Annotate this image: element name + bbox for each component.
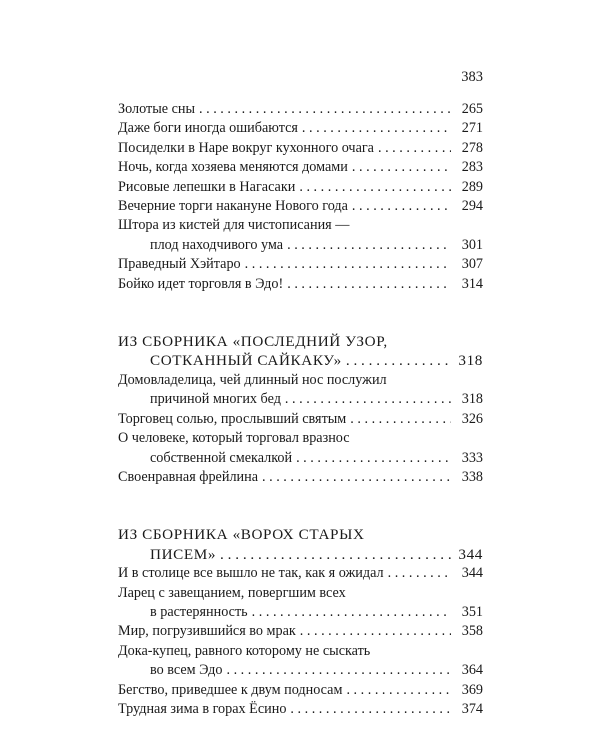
toc-entry[interactable] [118,255,483,274]
section-heading-title-text: ИЗ СБОРНИКА «ВОРОХ СТАРЫХ [118,526,365,544]
toc-entry-page-number: 358 [461,623,483,640]
toc-entry-line [118,139,483,158]
toc-entry-title-text: Бойко идет торговля в Эдо! [118,275,284,292]
dot-leader [287,236,451,255]
toc-entry-page-number: 333 [461,449,483,466]
toc-entry-title-text: во всем Эдо [150,662,223,679]
toc-entry-page-number: 369 [461,681,483,698]
toc-entry-page-number: 278 [461,139,483,156]
toc-entry-title-text: Трудная зима в горах Ёсино [118,700,287,717]
toc-entry[interactable] [118,642,483,681]
toc-entry-title-text: Праведный Хэйтаро [118,256,241,273]
toc-entry[interactable] [118,197,483,216]
toc-entry-page-number: 344 [461,565,483,582]
dot-leader [346,351,451,370]
toc-entry-line [118,255,483,274]
toc-entry-line [118,119,483,138]
toc-entry-title-text: О человеке, который торговал вразнос [118,430,350,447]
toc-entry[interactable] [118,275,483,294]
dot-leader [290,700,451,719]
section-gap [118,294,483,312]
section-heading-page-number: 344 [458,545,483,563]
dot-leader [302,119,451,138]
toc-entry-line [118,275,483,294]
toc-entry-line [118,681,483,700]
section-gap [118,487,483,505]
toc-entry-line [118,642,483,661]
toc-entry-line [118,158,483,177]
toc-entry-line [118,390,483,409]
toc-entry[interactable] [118,100,483,119]
toc-entry[interactable] [118,178,483,197]
toc-entry-page-number: 364 [461,662,483,679]
toc-entry-page-number: 289 [461,178,483,195]
toc-entry-page-number: 283 [461,159,483,176]
section-heading[interactable] [118,332,483,371]
toc-entry-line [118,429,483,448]
toc-entry-title-text: плод находчивого ума [150,236,284,253]
dot-leader [220,545,451,564]
toc-section [118,100,483,312]
section-heading-line [118,545,483,564]
toc-entry-title-text: Своенравная фрейлина [118,468,259,485]
toc-entry-line [118,449,483,468]
dot-leader [352,158,451,177]
toc-entry-line [118,410,483,429]
dot-leader [262,468,451,487]
toc-entry-title-text: Золотые сны [118,101,195,117]
toc-entry[interactable] [118,564,483,583]
toc-section [118,332,483,505]
toc-entry[interactable] [118,139,483,158]
toc-entry-line [118,661,483,680]
toc-entry-line [118,468,483,487]
toc-entry[interactable] [118,410,483,429]
toc-entry-line [118,236,483,255]
toc-entry-title-text: Ночь, когда хозяева меняются домами [118,159,348,176]
section-heading-title-text: СОТКАННЫЙ САЙКАКУ» [150,352,342,370]
toc-entry[interactable] [118,371,483,410]
dot-leader [199,100,451,119]
toc-entry[interactable] [118,468,483,487]
toc-entry-page-number: 301 [461,236,483,253]
toc-entry-page-number: 326 [461,410,483,427]
section-heading-line [118,525,483,544]
toc-entry-page-number: 265 [461,101,483,117]
toc-entry-page-number: 307 [461,256,483,273]
toc-entry-title-text: собственной смекалкой [150,449,293,466]
toc-entry-line [118,100,483,119]
toc-entry[interactable] [118,584,483,623]
dot-leader [299,178,451,197]
toc-entry-line [118,197,483,216]
toc-entry-line [118,178,483,197]
toc-entry[interactable] [118,429,483,468]
toc-entry-title-text: Домовладелица, чей длинный нос послужил [118,371,387,388]
toc-entry-title-text: Штора из кистей для чистописания — [118,217,350,234]
toc-entry[interactable] [118,681,483,700]
toc-entry-title-text: И в столице все вышло не так, как я ожидал [118,565,384,582]
dot-leader [378,139,451,158]
toc-entry-page-number: 294 [461,198,483,215]
toc-section [118,525,483,719]
section-heading-line [118,332,483,351]
toc-entry[interactable] [118,216,483,255]
section-heading-title-text: ПИСЕМ» [150,545,217,563]
toc-entry-title-text: Вечерние торги накануне Нового года [118,198,348,215]
toc-entry[interactable] [118,119,483,138]
toc-entry-page-number: 351 [461,603,483,620]
toc-entry-title-text: Посиделки в Наре вокруг кухонного очага [118,139,374,156]
toc-entry-title-text: в растерянность [150,603,248,620]
toc-entry-title-text: Дока-купец, равного которому не сыскать [118,642,371,659]
dot-leader [388,564,451,583]
toc-entry-line [118,371,483,390]
dot-leader [352,197,451,216]
toc-entry-title-text: Торговец солью, прослывший святым [118,410,347,427]
toc-entry-page-number: 374 [461,700,483,717]
dot-leader [300,622,451,641]
toc-entry[interactable] [118,700,483,719]
table-of-contents [118,100,483,719]
section-heading-line [118,351,483,370]
toc-entry-line [118,603,483,622]
dot-leader [226,661,451,680]
dot-leader [245,255,451,274]
section-heading-title-text: ИЗ СБОРНИКА «ПОСЛЕДНИЙ УЗОР, [118,333,388,351]
toc-entry-title-text: Мир, погрузившийся во мрак [118,623,296,640]
toc-entry-title-text: Бегство, приведшее к двум подносам [118,681,343,698]
dot-leader [346,681,451,700]
toc-entry-line [118,564,483,583]
toc-entry-title-text: причиной многих бед [150,391,281,408]
toc-entry-line [118,216,483,235]
toc-entry[interactable] [118,158,483,177]
toc-entry-title-text: Даже боги иногда ошибаются [118,120,298,137]
dot-leader [285,390,451,409]
toc-entry-line [118,622,483,641]
toc-entry-title-text: Рисовые лепешки в Нагасаки [118,178,296,195]
dot-leader [350,410,451,429]
toc-entry-line [118,584,483,603]
section-heading[interactable] [118,525,483,564]
toc-entry-title-text: Ларец с завещанием, повергшим всех [118,584,346,601]
toc-entry-page-number: 271 [461,120,483,137]
section-heading-page-number: 318 [458,352,483,370]
toc-entry-page-number: 318 [461,391,483,408]
dot-leader [252,603,451,622]
toc-entry-page-number: 314 [461,275,483,292]
toc-entry-page-number: 338 [461,468,483,485]
toc-entry-line [118,700,483,719]
page-number: 383 [461,69,483,85]
toc-entry[interactable] [118,622,483,641]
dot-leader [296,449,451,468]
dot-leader [287,275,451,294]
